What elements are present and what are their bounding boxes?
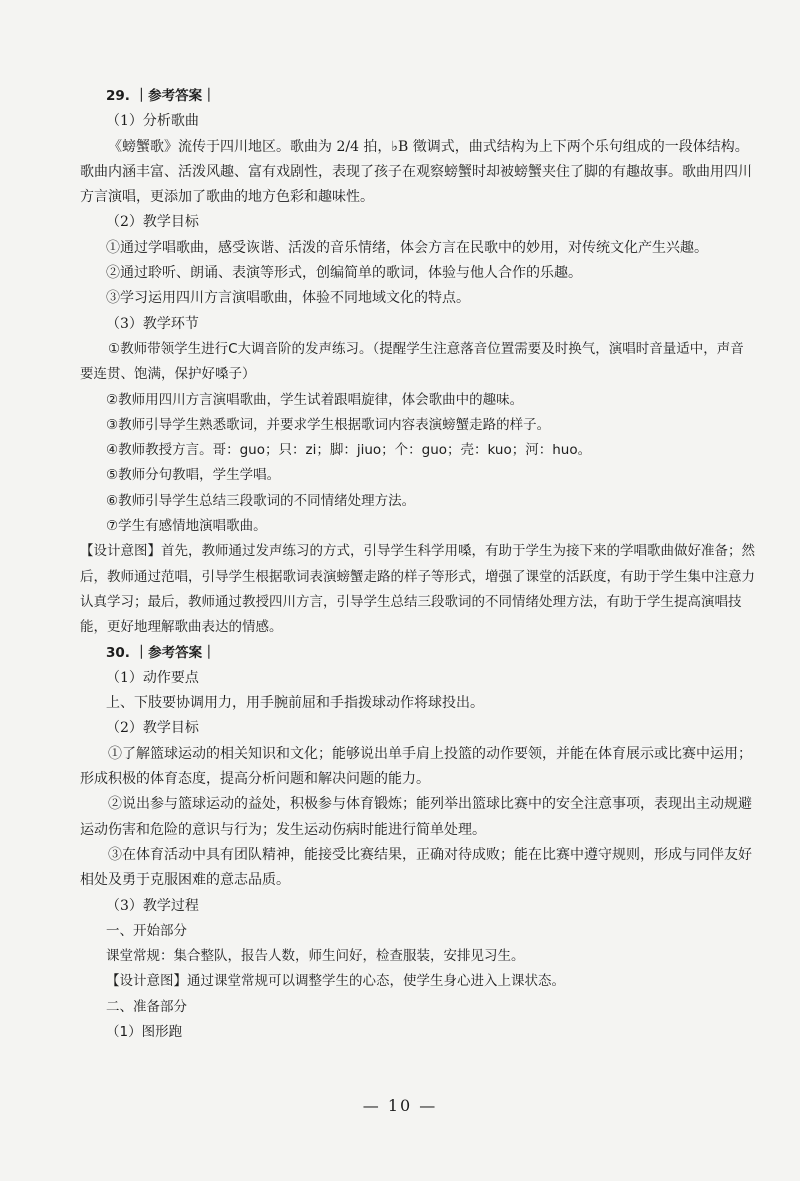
q29-step-3: ③教师引导学生熟悉歌词，并要求学生根据歌词内容表演螃蟹走路的样子。 xyxy=(106,416,551,433)
q29-step-2: ②教师用四川方言演唱歌曲，学生试着跟唱旋律，体会歌曲中的趣味。 xyxy=(106,391,524,408)
q29-step-4: ④教师教授方言。哥：guo；只：zi；脚：jiuo；个：guo；壳：kuo；河：huo。 xyxy=(106,442,592,459)
answer-page xyxy=(80,84,756,1045)
q29-section3-title: （3）教学环节 xyxy=(106,315,199,332)
q29-step-6: ⑥教师引导学生总结三段歌词的不同情绪处理方法。 xyxy=(106,492,416,509)
q30-part1-title: 一、开始部分 xyxy=(106,922,187,939)
q30-goal-3: ③在体育活动中具有团队精神，能接受比赛结果，正确对待成败；能在比赛中遵守规则，形成与同伴友好相处及勇于克服困难的意志品质。 xyxy=(80,846,752,889)
q30-section2-title: （2）教学目标 xyxy=(106,720,199,737)
q30-part2-title: 二、准备部分 xyxy=(106,998,187,1015)
q30-section1-body: 上、下肢要协调用力，用手腕前屈和手指拨球动作将球投出。 xyxy=(106,695,484,712)
q29-section2-title: （2）教学目标 xyxy=(106,214,199,231)
q29-section1-body: 《螃蟹歌》流传于四川地区。歌曲为 2/4 拍，♭B 徵调式，曲式结构为上下两个乐句组成的一段体结构。歌曲内涵丰富、活泼风趣、富有戏剧性，表现了孩子在观察螃蟹时却被螃蟹夹住了脚的有趣故事。歌曲用四川方言演唱，更添加了歌曲的地方色彩和趣味性。 xyxy=(80,138,752,206)
q30-part1-body: 课堂常规：集合整队，报告人数，师生问好，检查服装，安排见习生。 xyxy=(106,948,525,965)
q30-heading: 30. ｜参考答案｜ xyxy=(106,644,216,661)
q29-design-intent: 【设计意图】首先，教师通过发声练习的方式，引导学生科学用嗓，有助于学生为接下来的学唱歌曲做好准备；然后，教师通过范唱，引导学生根据歌词表演螃蟹走路的样子等形式，增强了课堂的活跃度，有助于学生集中注意力认真学习；最后，教师通过教授四川方言，引导学生总结三段歌词的不同情绪处理方法，有助于学生提高演唱技能，更好地理解歌曲表达的情感。 xyxy=(80,543,755,636)
q30-section3-title: （3）教学过程 xyxy=(106,897,199,914)
q29-step-5: ⑤教师分句教唱，学生学唱。 xyxy=(106,467,281,484)
q30-part1-design: 【设计意图】通过课堂常规可以调整学生的心态，使学生身心进入上课状态。 xyxy=(106,973,565,990)
q30-part2-item1: （1）图形跑 xyxy=(106,1023,183,1040)
q29-step-1: ①教师带领学生进行C大调音阶的发声练习。（提醒学生注意落音位置需要及时换气，演唱时音量适中，声音要连贯、饱满，保护好嗓子） xyxy=(80,340,744,383)
q30-goal-1: ①了解篮球运动的相关知识和文化；能够说出单手肩上投篮的动作要领，并能在体育展示或比赛中运用；形成积极的体育态度，提高分析问题和解决问题的能力。 xyxy=(80,745,752,788)
q29-goal-3: ③学习运用四川方言演唱歌曲，体验不同地域文化的特点。 xyxy=(106,290,470,307)
q30-section1-title: （1）动作要点 xyxy=(106,669,199,686)
q30-goal-2: ②说出参与篮球运动的益处，积极参与体育锻炼；能列举出篮球比赛中的安全注意事项，表现出主动规避运动伤害和危险的意识与行为；发生运动伤病时能进行简单处理。 xyxy=(80,796,752,838)
q29-section1-title: （1）分析歌曲 xyxy=(106,113,199,130)
q29-goal-1: ①通过学唱歌曲，感受诙谐、活泼的音乐情绪，体会方言在民歌中的妙用，对传统文化产生兴趣。 xyxy=(106,239,708,256)
q29-goal-2: ②通过聆听、朗诵、表演等形式，创编简单的歌词，体验与他人合作的乐趣。 xyxy=(106,265,582,282)
q29-heading: 29. ｜参考答案｜ xyxy=(106,88,216,104)
q29-step-7: ⑦学生有感情地演唱歌曲。 xyxy=(106,518,267,535)
page-number: — 10 — xyxy=(362,1096,438,1115)
